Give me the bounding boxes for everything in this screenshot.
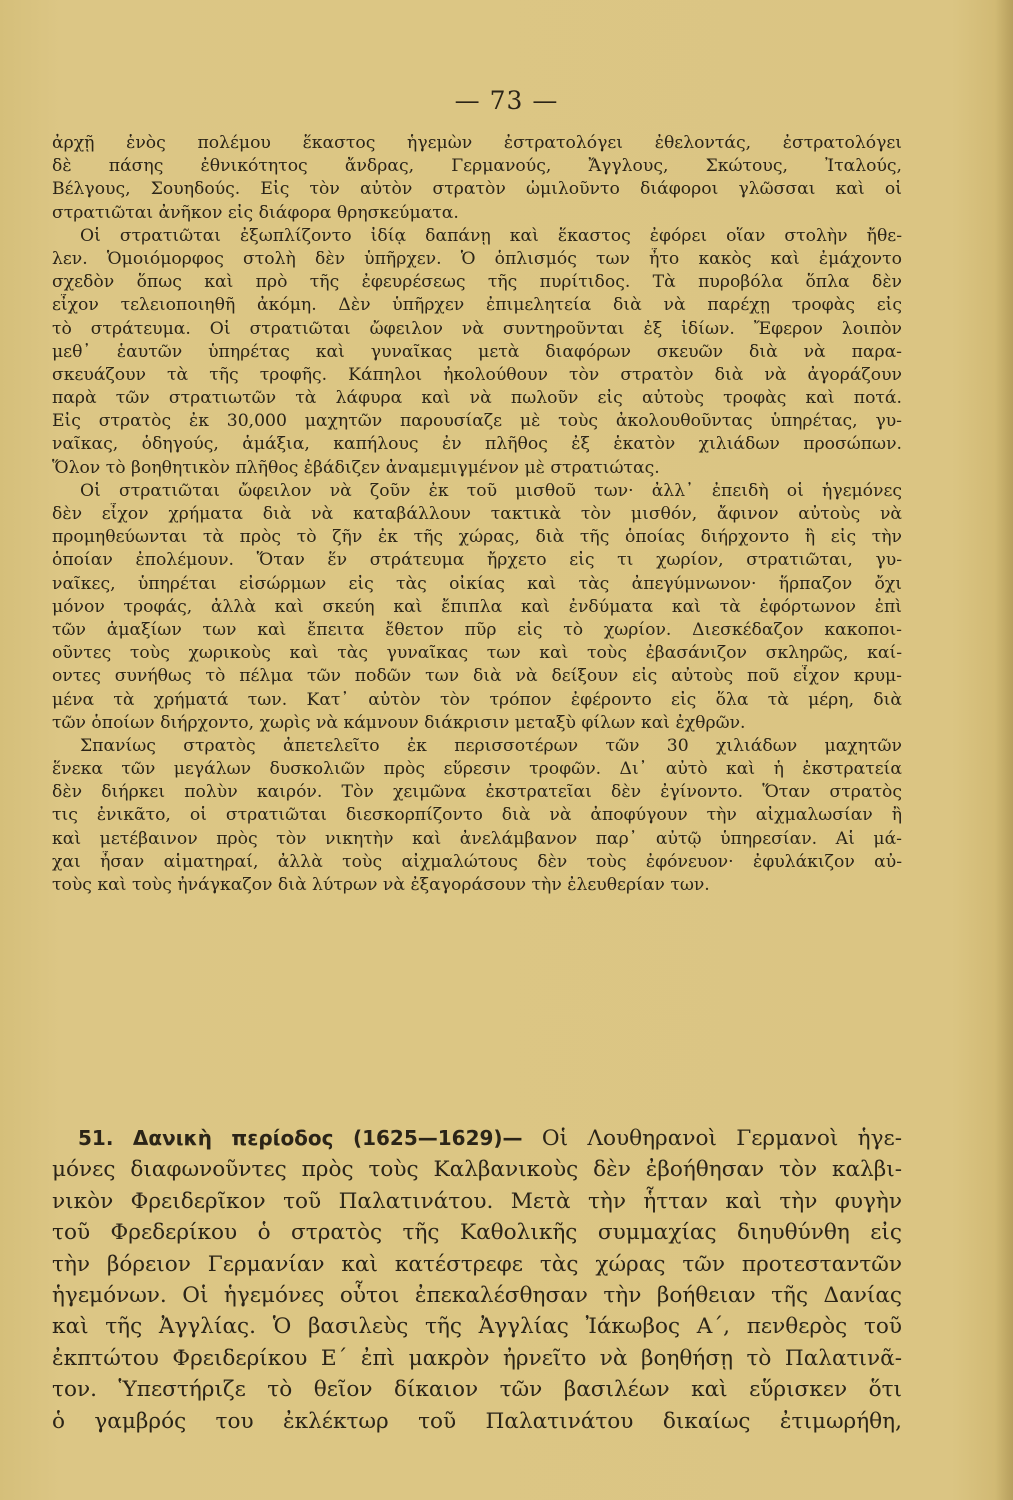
text-line: χαι ἦσαν αἱματηραί, ἀλλὰ τοὺς αἰχμαλώτους δὲν τοὺς ἐφόνευον· ἐφυλάκιζον αὐ- <box>52 851 902 872</box>
section-51-block <box>52 1123 902 1437</box>
text-line: δὲν διήρκει πολὺν καιρόν. Τὸν χειμῶνα ἐκστρατεῖαι δὲν ἐγίνοντο. Ὅταν στρατὸς <box>52 782 902 803</box>
text-line: μόνον τροφάς, ἀλλὰ καὶ σκεύη καὶ ἔπιπλα καὶ ἐνδύματα καὶ τὰ ἐφόρτωνον ἐπὶ <box>52 596 902 617</box>
text-line: ναῖκες, ὑπηρέται εἰσώρμων εἰς τὰς οἰκίας καὶ τὰς ἀπεγύμνωνον· ἥρπαζον ὄχι <box>52 573 902 594</box>
text-line: Βέλγους, Σουηδούς. Εἰς τὸν αὐτὸν στρατὸν ὡμιλοῦντο διάφοροι γλῶσσαι καὶ οἱ <box>52 179 902 200</box>
text-line: οντες συνήθως τὸ πέλμα τῶν ποδῶν των διὰ νὰ δείξουν εἰς αὐτοὺς ποῦ εἶχον κρυμ- <box>52 666 902 687</box>
text-line: ὁποίαν ἐπολέμουν. Ὅταν ἕν στράτευμα ἤρχετο εἰς τι χωρίον, στρατιῶται, γυ- <box>52 550 902 571</box>
section-line: τὴν βόρειον Γερμανίαν καὶ κατέστρεφε τὰς χώρας τῶν προτεσταντῶν <box>52 1251 902 1277</box>
main-text-block <box>52 132 902 897</box>
text-line: δὲν εἶχον χρήματα διὰ νὰ καταβάλλουν τακτικὰ τὸν μισθόν, ἄφινον αὐτοὺς νὰ <box>52 504 902 524</box>
text-line: σχεδὸν ὅπως καὶ πρὸ τῆς ἐφευρέσεως τῆς πυρίτιδος. Τὰ πυροβόλα ὅπλα δὲν <box>52 272 902 293</box>
text-line: στρατιῶται ἀνῆκον εἰς διάφορα θρησκεύματα. <box>52 202 459 223</box>
text-line: τὸ στράτευμα. Οἱ στρατιῶται ὤφειλον νὰ συντηροῦνται ἐξ ἰδίων. Ἔφερον λοιπὸν <box>52 318 902 339</box>
section-line: ἡγεμόνων. Οἱ ἡγεμόνες οὗτοι ἐπεκαλέσθησαν τὴν βοήθειαν τῆς Δανίας <box>52 1282 902 1308</box>
section-line: τοῦ Φρεδερίκου ὁ στρατὸς τῆς Καθολικῆς συμμαχίας διηυθύνθη εἰς <box>52 1220 902 1246</box>
section-line: ὁ γαμβρός του ἐκλέκτωρ τοῦ Παλατινάτου δικαίως ἐτιμωρήθη, <box>52 1408 902 1434</box>
text-line: ἕνεκα τῶν μεγάλων δυσκολιῶν πρὸς εὕρεσιν τροφῶν. Δι᾽ αὐτὸ καὶ ἡ ἐκστρατεία <box>52 759 902 780</box>
text-line: οῦντες τοὺς χωρικοὺς καὶ τὰς γυναῖκας των καὶ τοὺς ἐβασάνιζον σκληρῶς, καί- <box>52 643 902 664</box>
text-line: τοὺς καὶ τοὺς ἠνάγκαζον διὰ λύτρων νὰ ἐξαγοράσουν τὴν ἐλευθερίαν των. <box>52 875 710 895</box>
text-line: μένα τὰ χρήματά των. Κατ᾽ αὐτὸν τὸν τρόπον ἐφέροντο εἰς ὅλα τὰ μέρη, διὰ <box>52 689 902 710</box>
section-line: μόνες διαφωνοῦντες πρὸς τοὺς Καλβανικοὺς δὲν ἐβοήθησαν τὸν καλβι- <box>52 1157 902 1183</box>
text-line: λεν. Ὁμοιόμορφος στολὴ δὲν ὑπῆρχεν. Ὁ ὁπλισμός των ἦτο κακὸς καὶ ἐμάχοντο <box>52 248 902 269</box>
text-line: ναῖκας, ὁδηγούς, ἁμάξια, καπήλους ἐν πλῆθος ἐξ ἑκατὸν χιλιάδων προσώπων. <box>52 434 902 455</box>
text-line: Ὅλον τὸ βοηθητικὸν πλῆθος ἐβάδιζεν ἀναμεμιγμένον μὲ στρατιώτας. <box>52 457 660 478</box>
paragraph-first-line: Οἱ στρατιῶται ὤφειλον νὰ ζοῦν ἐκ τοῦ μισθοῦ των· ἀλλ᾽ ἐπειδὴ οἱ ἡγεμόνες <box>80 480 902 501</box>
paragraph-first-line: Οἱ στρατιῶται ἐξωπλίζοντο ἰδίᾳ δαπάνῃ καὶ ἕκαστος ἐφόρει οἵαν στολὴν ἤθε- <box>80 225 902 246</box>
text-line: δὲ πάσης ἐθνικότητος ἄνδρας, Γερμανούς, Ἄγγλους, Σκώτους, Ἰταλούς, <box>52 156 902 177</box>
section-line: νικὸν Φρειδερῖκον τοῦ Παλατινάτου. Μετὰ τὴν ἧτταν καὶ τὴν φυγὴν <box>52 1188 902 1214</box>
text-line: προμηθεύωνται τὰ πρὸς τὸ ζῆν ἐκ τῆς χώρας, διὰ τῆς ὁποίας διήρχοντο ἢ εἰς τὴν <box>52 527 902 548</box>
page-edge-shadow <box>995 0 1013 1500</box>
text-line: μεθ᾽ ἑαυτῶν ὑπηρέτας καὶ γυναῖκας μετὰ διαφόρων σκευῶν διὰ νὰ παρα- <box>52 341 902 362</box>
section-line: τον. Ὑπεστήριζε τὸ θεῖον δίκαιον τῶν βασιλέων καὶ εὕρισκεν ὅτι <box>52 1377 902 1403</box>
text-line: καὶ μετέβαινον πρὸς τὸν νικητὴν καὶ ἀνελάμβανον παρ᾽ αὐτῷ ὑπηρεσίαν. Αἱ μά- <box>52 828 902 849</box>
section-first-line-text: Οἱ Λουθηρανοὶ Γερμανοὶ ἡγε- <box>522 1126 902 1151</box>
section-first-line <box>52 1123 902 1154</box>
text-line: Εἰς στρατὸς ἐκ 30,000 μαχητῶν παρουσίαζε μὲ τοὺς ἀκολουθοῦντας ὑπηρέτας, γυ- <box>52 411 902 432</box>
text-line: εἶχον τελειοποιηθῆ ἀκόμη. Δὲν ὑπῆρχεν ἐπιμελητεία διὰ νὰ παρέχῃ τροφὰς εἰς <box>52 295 902 316</box>
page-number: — 73 — <box>454 86 559 115</box>
text-line: σκευάζουν τὰ τῆς τροφῆς. Κάπηλοι ἠκολούθουν τὸν στρατὸν διὰ νὰ ἀγοράζουν <box>52 364 902 385</box>
section-heading: 51. Δανικὴ περίοδος (1625—1629)— <box>78 1126 523 1150</box>
text-line: παρὰ τῶν στρατιωτῶν τὰ λάφυρα καὶ νὰ πωλοῦν εἰς αὐτοὺς τροφὰς καὶ ποτά. <box>52 388 902 409</box>
text-line: τῶν ὁποίων διήρχοντο, χωρὶς νὰ κάμνουν διάκρισιν μεταξὺ φίλων καὶ ἐχθρῶν. <box>52 712 746 733</box>
text-line: ἀρχῇ ἑνὸς πολέμου ἕκαστος ἡγεμὼν ἐστρατολόγει ἐθελοντάς, ἐστρατολόγει <box>52 133 902 153</box>
text-line: τῶν ἁμαξίων των καὶ ἔπειτα ἔθετον πῦρ εἰς τὸ χωρίον. Διεσκέδαζον κακοποι- <box>52 619 902 640</box>
text-line: τις ἐνικᾶτο, οἱ στρατιῶται διεσκορπίζοντο διὰ νὰ ἀποφύγουν τὴν αἰχμαλωσίαν ἢ <box>52 805 902 826</box>
paragraph-first-line: Σπανίως στρατὸς ἀπετελεῖτο ἐκ περισσοτέρων τῶν 30 χιλιάδων μαχητῶν <box>80 735 902 756</box>
section-line: ἐκπτώτου Φρειδερίκου Ε´ ἐπὶ μακρὸν ἠρνεῖτο νὰ βοηθήσῃ τὸ Παλατινᾶ- <box>52 1345 902 1371</box>
section-line: καὶ τῆς Ἀγγλίας. Ὁ βασιλεὺς τῆς Ἀγγλίας Ἰάκωβος Α´, πενθερὸς τοῦ <box>52 1314 902 1340</box>
